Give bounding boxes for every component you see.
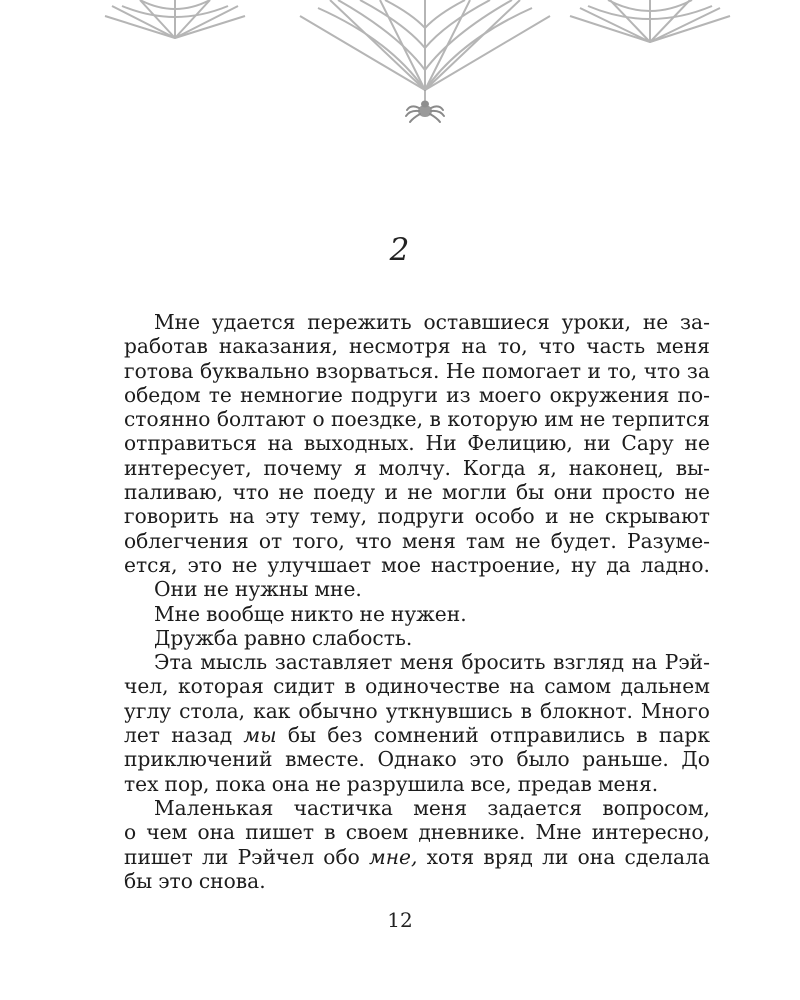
word: своем bbox=[345, 820, 409, 845]
word: чем bbox=[146, 820, 188, 845]
text-line bbox=[124, 529, 710, 553]
text-line bbox=[124, 310, 710, 334]
text-line bbox=[124, 820, 710, 844]
text-line bbox=[124, 796, 710, 820]
text-line bbox=[124, 553, 710, 577]
word: снова. bbox=[198, 868, 266, 893]
text-line bbox=[124, 334, 710, 358]
spiderweb-left-icon bbox=[105, 0, 245, 38]
word: пор, bbox=[164, 771, 210, 796]
word: на bbox=[229, 504, 255, 529]
word: удается bbox=[211, 310, 296, 334]
word: по- bbox=[677, 382, 710, 407]
word: задается bbox=[487, 795, 583, 820]
word: поеду bbox=[313, 480, 376, 505]
word: интересует, bbox=[124, 455, 252, 480]
word: на bbox=[509, 674, 535, 699]
text-line bbox=[124, 650, 710, 674]
word: как bbox=[253, 698, 291, 723]
word: из bbox=[446, 382, 471, 407]
word: им bbox=[544, 407, 574, 432]
word: слабость. bbox=[311, 625, 413, 650]
word: в bbox=[636, 723, 648, 748]
word: за- bbox=[680, 310, 710, 334]
text-line bbox=[124, 359, 710, 383]
word: интересно, bbox=[591, 820, 710, 845]
word: я, bbox=[537, 455, 557, 480]
word: Мне bbox=[154, 601, 201, 626]
word: могли bbox=[441, 480, 507, 505]
word: окружения bbox=[549, 382, 670, 407]
word: ется, bbox=[124, 552, 178, 577]
word: отправиться bbox=[124, 431, 257, 456]
word: Однако bbox=[377, 747, 457, 772]
word: не bbox=[232, 552, 258, 577]
word: того, bbox=[292, 528, 345, 553]
word: готова bbox=[124, 358, 194, 383]
word: настроение, bbox=[430, 552, 562, 577]
word: Рэй- bbox=[664, 650, 710, 675]
word: это bbox=[469, 747, 504, 772]
word: раньше. bbox=[582, 747, 669, 772]
word: дневнике. bbox=[418, 820, 526, 845]
word: ни bbox=[583, 431, 611, 456]
text-line bbox=[124, 723, 710, 747]
word: приключений bbox=[124, 747, 273, 772]
text-line bbox=[124, 602, 710, 626]
body-text bbox=[124, 310, 710, 893]
word: взгляд bbox=[553, 650, 625, 675]
word: мы bbox=[243, 723, 277, 748]
word: обо bbox=[323, 844, 360, 869]
word: чел, bbox=[124, 674, 169, 699]
word: Эта bbox=[154, 650, 193, 675]
word: да bbox=[606, 552, 631, 577]
word: подруги bbox=[351, 382, 438, 407]
word: обедом bbox=[124, 382, 201, 407]
word: в bbox=[520, 698, 532, 723]
word: сидит bbox=[273, 674, 335, 699]
text-line bbox=[124, 869, 710, 893]
word: бы bbox=[124, 868, 153, 893]
word: мне, bbox=[369, 844, 418, 869]
word: она bbox=[197, 820, 236, 845]
word: мысль bbox=[200, 650, 268, 675]
word: уроки, bbox=[561, 310, 632, 334]
word: что bbox=[232, 480, 270, 505]
word: на bbox=[267, 431, 294, 456]
word: сделала bbox=[624, 844, 710, 869]
word: помогает bbox=[481, 358, 582, 383]
word: блокнот. bbox=[539, 698, 633, 723]
word: ли bbox=[202, 844, 229, 869]
spider-icon bbox=[406, 101, 444, 123]
word: о bbox=[312, 407, 325, 432]
word: все, bbox=[470, 771, 512, 796]
word: ли bbox=[542, 844, 569, 869]
word: Разуме- bbox=[627, 528, 710, 553]
word: хотя bbox=[426, 844, 475, 869]
word: молчу. bbox=[378, 455, 451, 480]
word: вряд bbox=[483, 844, 533, 869]
word: она bbox=[577, 844, 616, 869]
word: сомнений bbox=[373, 723, 479, 748]
word: Не bbox=[445, 358, 476, 383]
word: не bbox=[515, 528, 541, 553]
word: то, bbox=[607, 358, 638, 383]
word: бы bbox=[287, 723, 317, 748]
text-line bbox=[124, 504, 710, 528]
text-line bbox=[124, 456, 710, 480]
word: не bbox=[359, 601, 385, 626]
word: которая bbox=[177, 674, 264, 699]
word: Они bbox=[154, 577, 198, 602]
word: не bbox=[684, 480, 710, 505]
word: До bbox=[681, 747, 710, 772]
text-line bbox=[124, 747, 710, 771]
word: буквально bbox=[199, 358, 310, 383]
word: то, bbox=[497, 334, 528, 359]
word: разрушила bbox=[346, 771, 465, 796]
word: никто bbox=[290, 601, 354, 626]
word: Когда bbox=[462, 455, 526, 480]
word: выходных. bbox=[303, 431, 415, 456]
word: меня bbox=[656, 334, 710, 359]
word: бросить bbox=[461, 650, 546, 675]
word: особо bbox=[474, 504, 535, 529]
word: меня bbox=[399, 650, 454, 675]
word: углу bbox=[124, 698, 172, 723]
word: не bbox=[642, 310, 669, 334]
word: стола, bbox=[179, 698, 246, 723]
word: вместе. bbox=[285, 747, 365, 772]
word: наконец, bbox=[568, 455, 664, 480]
word: на bbox=[631, 650, 658, 675]
word: часть bbox=[586, 334, 646, 359]
word: парк bbox=[658, 723, 710, 748]
word: мое bbox=[381, 552, 421, 577]
word: там bbox=[466, 528, 505, 553]
word: не bbox=[278, 480, 304, 505]
word: наказания, bbox=[218, 334, 339, 359]
word: обычно bbox=[298, 698, 378, 723]
word: скрывают bbox=[604, 504, 710, 529]
word: взорваться. bbox=[315, 358, 440, 383]
word: Мне bbox=[154, 310, 201, 334]
text-line bbox=[124, 407, 710, 431]
word: что bbox=[538, 334, 576, 359]
word: облегчения bbox=[124, 528, 249, 553]
text-line bbox=[124, 383, 710, 407]
word: немногие bbox=[240, 382, 343, 407]
text-line bbox=[124, 674, 710, 698]
word: меня bbox=[413, 795, 468, 820]
word: о bbox=[124, 820, 137, 845]
spiderweb-header-ornament bbox=[0, 0, 800, 130]
word: не bbox=[407, 480, 433, 505]
word: уткнувшись bbox=[385, 698, 513, 723]
word: говорить bbox=[124, 504, 219, 529]
word: эту bbox=[265, 504, 300, 529]
spiderweb-right-icon bbox=[570, 0, 730, 42]
word: это bbox=[158, 868, 193, 893]
word: почему bbox=[263, 455, 343, 480]
word: оставшиеся bbox=[423, 310, 550, 334]
text-line bbox=[124, 772, 710, 796]
word: они bbox=[553, 480, 593, 505]
word: Много bbox=[640, 698, 710, 723]
spiderweb-center-icon bbox=[300, 0, 550, 90]
word: на bbox=[461, 334, 487, 359]
word: самом bbox=[544, 674, 612, 699]
word: терпится bbox=[611, 407, 710, 432]
word: Сару bbox=[621, 431, 674, 456]
word: работав bbox=[124, 334, 208, 359]
word: она bbox=[271, 771, 310, 796]
word: пережить bbox=[307, 310, 412, 334]
chapter-number: 2 bbox=[389, 232, 411, 268]
word: пока bbox=[215, 771, 266, 796]
word: было bbox=[516, 747, 570, 772]
word: не bbox=[569, 504, 595, 529]
word: назад bbox=[171, 723, 233, 748]
text-line bbox=[124, 845, 710, 869]
word: пишет bbox=[124, 844, 193, 869]
word: и bbox=[384, 480, 398, 505]
word: ладно. bbox=[640, 552, 710, 577]
word: бы bbox=[516, 480, 545, 505]
word: тему, bbox=[309, 504, 368, 529]
word: отправились bbox=[489, 723, 626, 748]
word: мне. bbox=[314, 577, 362, 602]
text-line bbox=[124, 626, 710, 650]
word: одиночестве bbox=[365, 674, 500, 699]
word: я bbox=[353, 455, 367, 480]
word: моего bbox=[478, 382, 542, 407]
word: предав bbox=[517, 771, 592, 796]
word: без bbox=[327, 723, 363, 748]
word: не bbox=[203, 577, 229, 602]
word: пишет bbox=[245, 820, 315, 845]
word: Маленькая bbox=[154, 795, 274, 820]
text-line bbox=[124, 431, 710, 455]
word: не bbox=[579, 407, 606, 432]
word: не bbox=[684, 431, 710, 456]
word: и bbox=[587, 358, 602, 383]
word: заставляет bbox=[274, 650, 393, 675]
word: вообще bbox=[206, 601, 285, 626]
word: равно bbox=[243, 625, 306, 650]
word: просто bbox=[601, 480, 676, 505]
word: нужны bbox=[234, 577, 309, 602]
word: несмотря bbox=[349, 334, 451, 359]
word: нужен. bbox=[390, 601, 467, 626]
word: ну bbox=[571, 552, 597, 577]
word: подруги bbox=[377, 504, 465, 529]
word: меня bbox=[401, 528, 456, 553]
word: улучшает bbox=[267, 552, 372, 577]
word: за bbox=[686, 358, 710, 383]
word: те bbox=[208, 382, 232, 407]
word: будет. bbox=[550, 528, 617, 553]
word: в bbox=[344, 674, 356, 699]
word: вы- bbox=[675, 455, 710, 480]
word: это bbox=[187, 552, 223, 577]
word: не bbox=[315, 771, 341, 796]
word: в bbox=[324, 820, 336, 845]
word: меня. bbox=[597, 771, 659, 796]
word: поездке, bbox=[331, 407, 424, 432]
word: тех bbox=[124, 771, 159, 796]
word: Мне bbox=[535, 820, 582, 845]
page-number: 12 bbox=[387, 908, 413, 932]
text-line bbox=[124, 577, 710, 601]
word: Фелицию, bbox=[467, 431, 573, 456]
word: от bbox=[258, 528, 283, 553]
text-line bbox=[124, 480, 710, 504]
word: в bbox=[429, 407, 441, 432]
word: Рэйчел bbox=[237, 844, 315, 869]
word: частичка bbox=[293, 795, 393, 820]
word: лет bbox=[124, 723, 160, 748]
word: паливаю, bbox=[124, 480, 224, 505]
word: которую bbox=[447, 407, 538, 432]
word: и bbox=[545, 504, 559, 529]
word: стоянно bbox=[124, 407, 211, 432]
word: что bbox=[643, 358, 681, 383]
word: Ни bbox=[425, 431, 457, 456]
word: дальнем bbox=[620, 674, 710, 699]
word: болтают bbox=[216, 407, 306, 432]
word: вопросом, bbox=[602, 795, 710, 820]
text-line bbox=[124, 699, 710, 723]
word: что bbox=[355, 528, 392, 553]
word: Дружба bbox=[154, 625, 238, 650]
